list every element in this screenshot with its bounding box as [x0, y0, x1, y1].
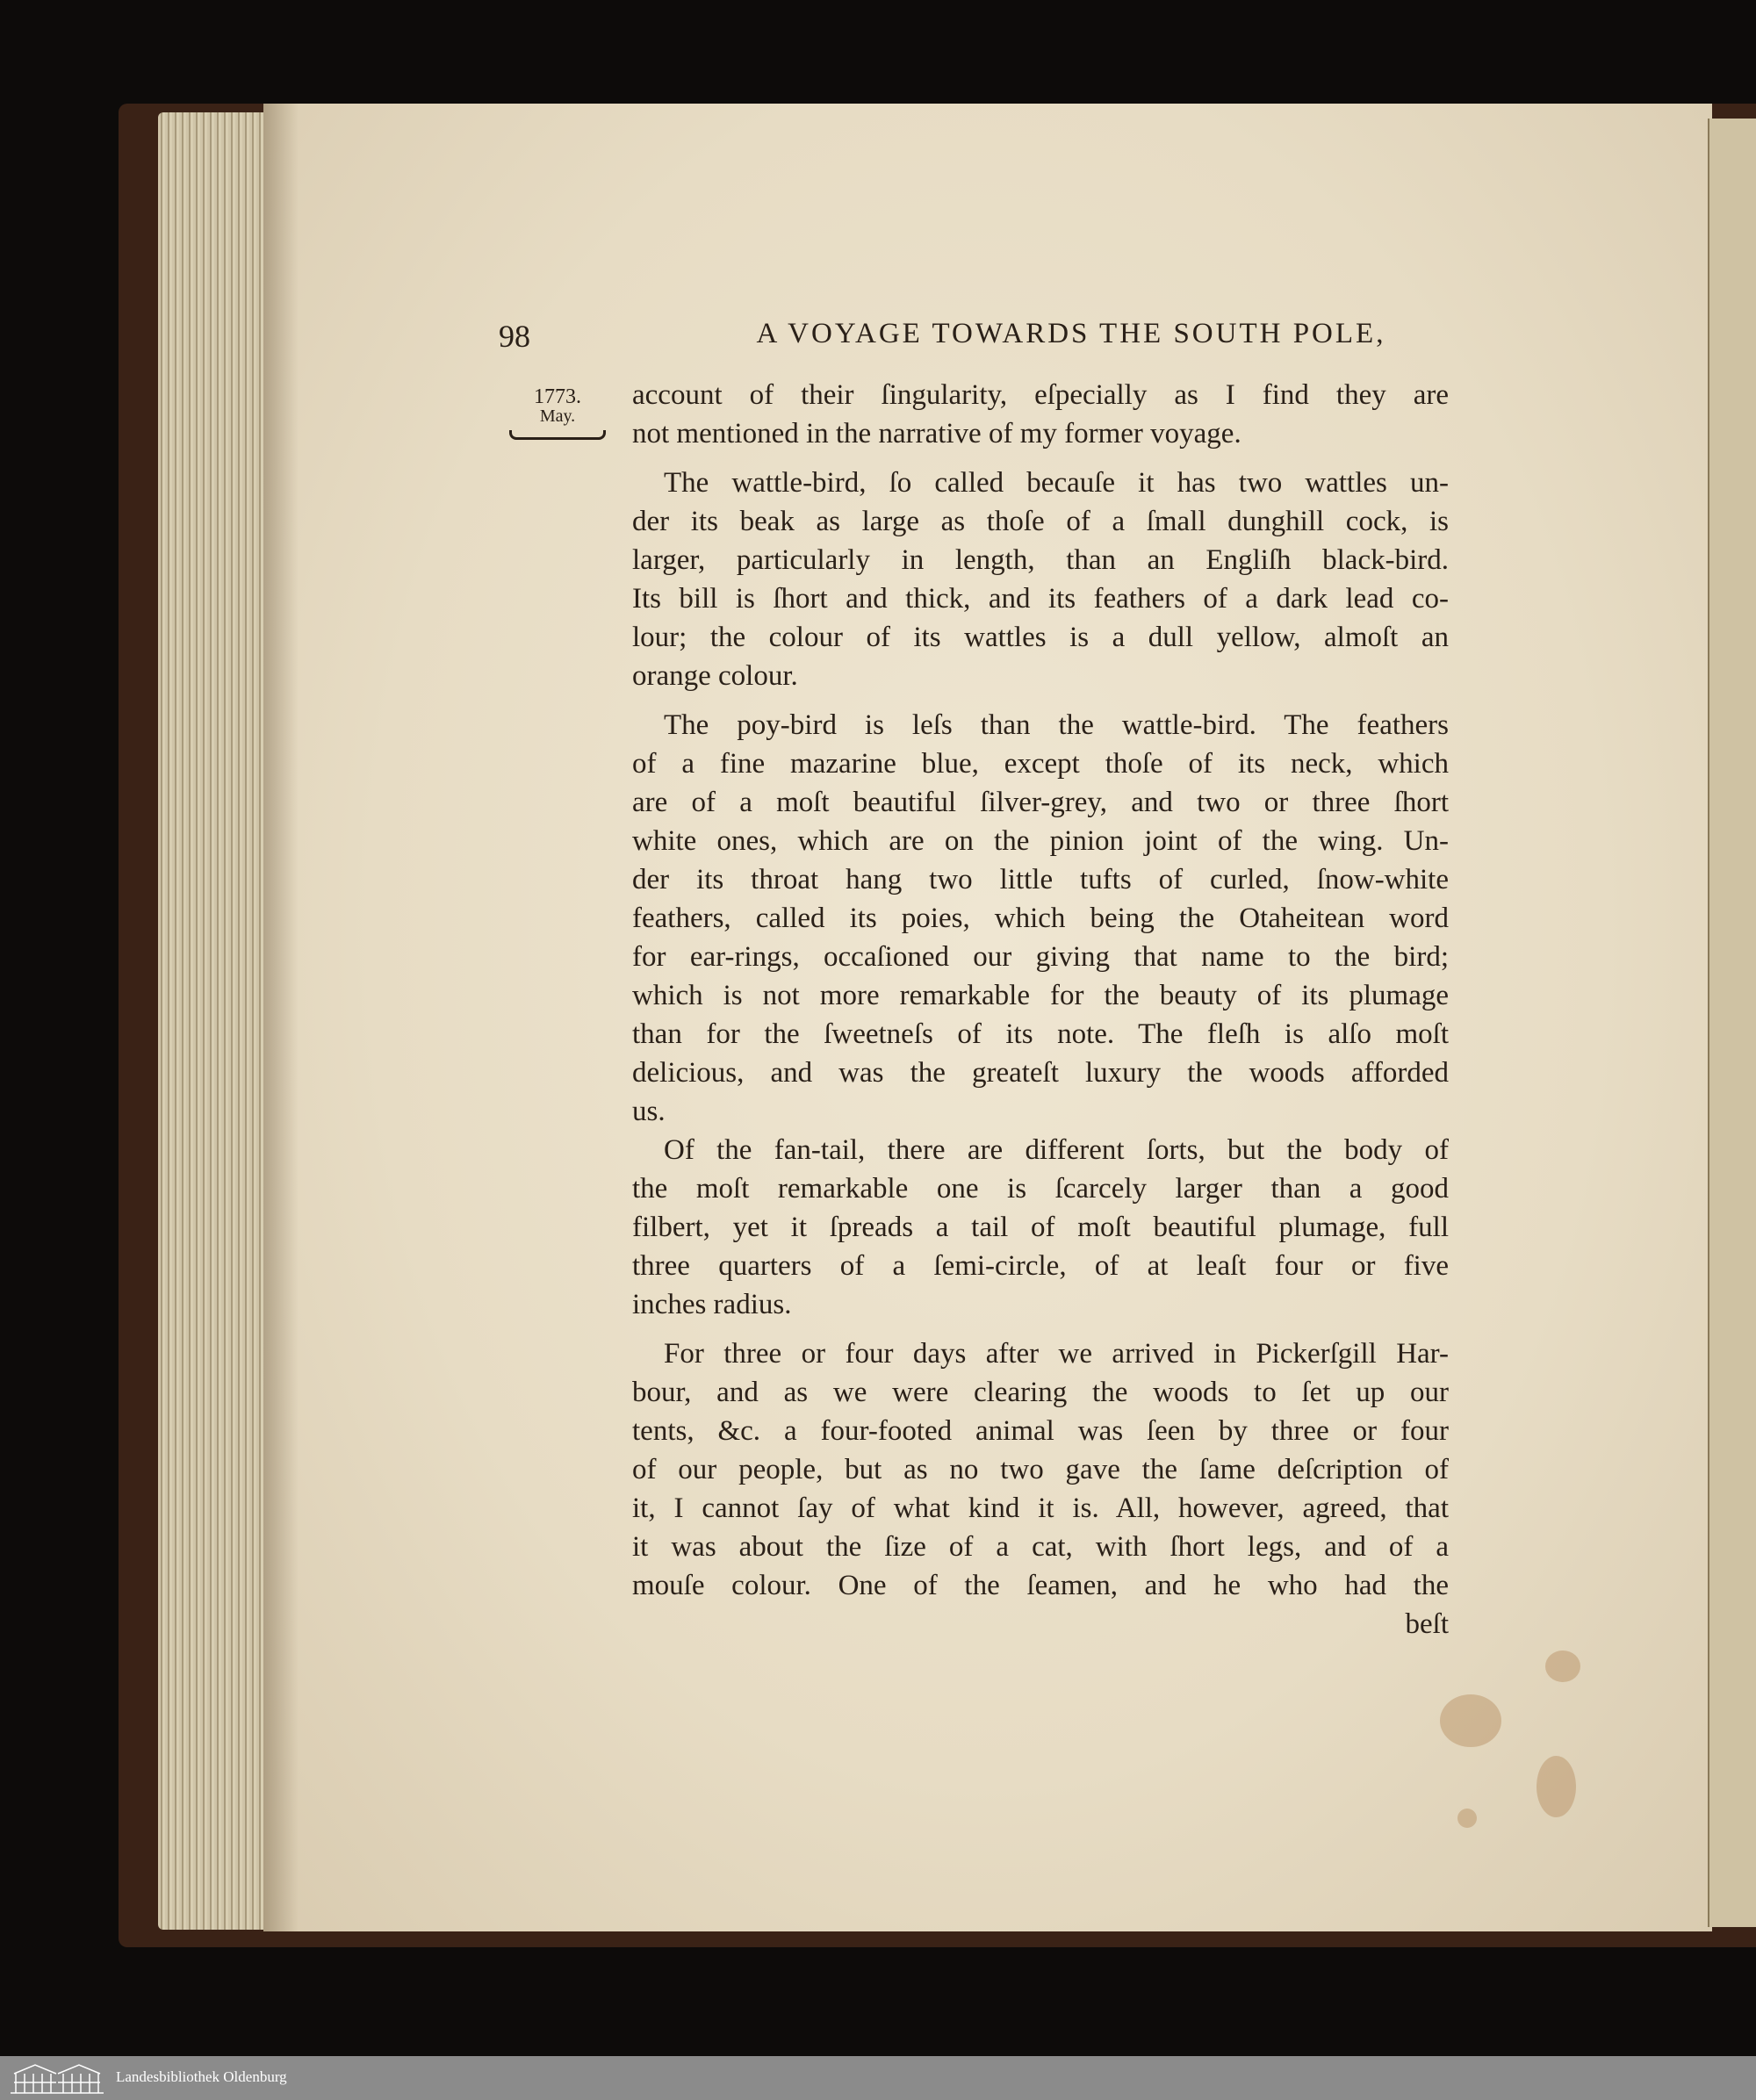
text-line: larger, particularly in length, than an Engliſh black-bird. [632, 544, 1449, 576]
text-line: it was about the ſize of a cat, with ſhort legs, and of a [632, 1531, 1449, 1563]
text-line: it, I cannot ſay of what kind it is. All, however, agreed, that [632, 1492, 1449, 1524]
text-line: The poy-bird is leſs than the wattle-bird. The feathers [664, 709, 1449, 741]
catchword: beſt [1405, 1608, 1449, 1640]
margin-note [509, 386, 606, 440]
facing-page-edge [1708, 119, 1756, 1927]
text-line: lour; the colour of its wattles is a dull yellow, almoſt an [632, 622, 1449, 653]
library-building-icon [9, 2061, 105, 2095]
text-line: white ones, which are on the pinion joint of the wing. Un- [632, 825, 1449, 857]
text-line: tents, &c. a four-footed animal was ſeen by three or four [632, 1415, 1449, 1447]
page-edges [158, 112, 281, 1930]
text-line: orange colour. [632, 660, 798, 692]
text-line: Its bill is ſhort and thick, and its feathers of a dark lead co- [632, 583, 1449, 615]
library-name: Landesbibliothek Oldenburg [116, 2068, 287, 2085]
foxing-stain [1545, 1651, 1580, 1682]
text-line: of our people, but as no two gave the ſame deſcription of [632, 1454, 1449, 1485]
text-line: of a fine mazarine blue, except thoſe of its neck, which [632, 748, 1449, 780]
margin-year: 1773. [534, 385, 581, 408]
text-line: der its throat hang two little tufts of curled, ſnow-white [632, 864, 1449, 895]
margin-month: May. [539, 406, 576, 426]
text-line: inches radius. [632, 1289, 792, 1320]
text-line: account of their ſingularity, eſpecially as I find they are [632, 379, 1449, 411]
text-line: than for the ſweetneſs of its note. The fleſh is alſo moſt [632, 1018, 1449, 1050]
text-line: feathers, called its poies, which being the Otaheitean word [632, 903, 1449, 934]
body-text [632, 376, 1449, 1643]
text-line: delicious, and was the greateſt luxury the woods afforded [632, 1057, 1449, 1089]
text-line: filbert, yet it ſpreads a tail of moſt beautiful plumage, full [632, 1212, 1449, 1243]
page-number: 98 [499, 319, 530, 354]
text-line: are of a moſt beautiful ſilver-grey, and two or three ſhort [632, 787, 1449, 818]
foxing-stain [1440, 1694, 1501, 1747]
text-line: which is not more remarkable for the beauty of its plumage [632, 980, 1449, 1011]
footer-bar [0, 2056, 1756, 2100]
text-line: mouſe colour. One of the ſeamen, and he who had the [632, 1570, 1449, 1601]
text-line: not mentioned in the narrative of my former voyage. [632, 418, 1241, 449]
gutter-shadow [263, 104, 299, 1931]
text-line: The wattle-bird, ſo called becauſe it has two wattles un- [664, 467, 1449, 499]
margin-brace [509, 430, 606, 440]
running-head: A VOYAGE TOWARDS THE SOUTH POLE, [756, 318, 1386, 349]
foxing-stain [1536, 1756, 1576, 1817]
text-line: us. [632, 1096, 666, 1127]
text-line: the moſt remarkable one is ſcarcely larger than a good [632, 1173, 1449, 1205]
text-line: Of the fan-tail, there are different ſorts, but the body of [664, 1134, 1449, 1166]
text-line: three quarters of a ſemi-circle, of at leaſt four or five [632, 1250, 1449, 1282]
text-line: For three or four days after we arrived in Pickerſgill Har- [664, 1338, 1449, 1370]
text-line: der its beak as large as thoſe of a ſmall dunghill cock, is [632, 506, 1449, 537]
text-line: for ear-rings, occaſioned our giving that name to the bird; [632, 941, 1449, 973]
foxing-stain [1457, 1809, 1477, 1828]
text-line: bour, and as we were clearing the woods to ſet up our [632, 1377, 1449, 1408]
